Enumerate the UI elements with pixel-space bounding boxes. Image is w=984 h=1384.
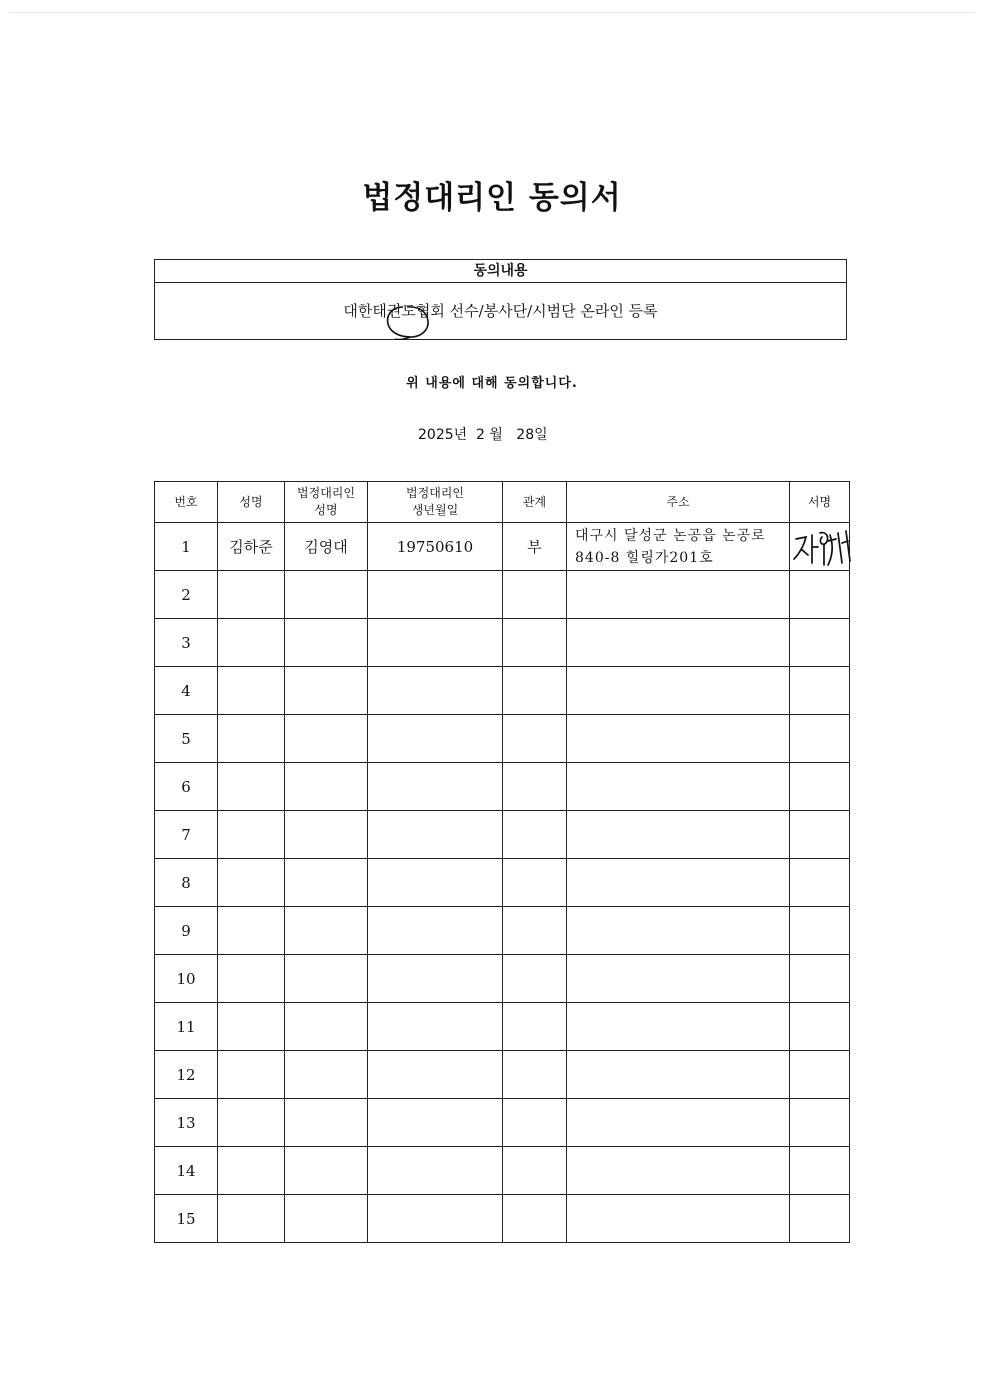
cell-relation [503, 763, 567, 811]
cell-guardian-birth [368, 1147, 503, 1195]
cell-address [567, 955, 790, 1003]
cell-guardian-birth [368, 571, 503, 619]
cell-address [567, 1003, 790, 1051]
cell-guardian-birth [368, 667, 503, 715]
cell-relation [503, 955, 567, 1003]
cell-guardian-birth [368, 1195, 503, 1243]
cell-number: 1 [155, 523, 218, 571]
cell-guardian-birth [368, 1003, 503, 1051]
cell-guardian-name [285, 1003, 368, 1051]
cell-name [218, 667, 285, 715]
cell-guardian-name [285, 1147, 368, 1195]
table-row [155, 1003, 850, 1051]
cell-signature [790, 1003, 850, 1051]
cell-guardian-name [285, 1099, 368, 1147]
cell-relation [503, 715, 567, 763]
cell-signature [790, 571, 850, 619]
cell-guardian-name [285, 571, 368, 619]
consent-text: 대한태권도협회 선수/봉사단/시범단 온라인 등록 [343, 302, 658, 320]
cell-signature [790, 859, 850, 907]
cell-guardian-name [285, 667, 368, 715]
cell-signature [790, 1099, 850, 1147]
cell-number: 8 [155, 859, 218, 907]
cell-address [567, 1099, 790, 1147]
cell-guardian-name [285, 859, 368, 907]
cell-number: 9 [155, 907, 218, 955]
cell-address [567, 811, 790, 859]
cell-number: 10 [155, 955, 218, 1003]
cell-signature [790, 523, 850, 571]
cell-guardian-birth [368, 859, 503, 907]
header-guardian-name: 법정대리인 성명 [285, 482, 368, 523]
cell-relation [503, 1195, 567, 1243]
cell-name [218, 715, 285, 763]
cell-guardian-name [285, 1195, 368, 1243]
cell-name [218, 619, 285, 667]
cell-number: 4 [155, 667, 218, 715]
cell-address [567, 763, 790, 811]
table-row [155, 1099, 850, 1147]
cell-guardian-name [285, 715, 368, 763]
cell-signature [790, 667, 850, 715]
cell-signature [790, 1195, 850, 1243]
cell-relation: 부 [503, 523, 567, 571]
cell-number: 15 [155, 1195, 218, 1243]
cell-address [567, 619, 790, 667]
cell-signature [790, 955, 850, 1003]
table-row [155, 1147, 850, 1195]
cell-signature [790, 811, 850, 859]
table-row [155, 763, 850, 811]
table-row [155, 523, 850, 571]
cell-number: 3 [155, 619, 218, 667]
cell-address [567, 1147, 790, 1195]
header-relation: 관계 [503, 482, 567, 523]
cell-guardian-birth [368, 811, 503, 859]
cell-name [218, 1195, 285, 1243]
cell-number: 14 [155, 1147, 218, 1195]
cell-guardian-name [285, 619, 368, 667]
cell-relation [503, 667, 567, 715]
cell-address: 대구시 달성군 논공읍 논공로 840-8 힐링가201호 [567, 523, 790, 571]
table-row [155, 1051, 850, 1099]
table-row [155, 1195, 850, 1243]
handwritten-signature [790, 525, 852, 569]
cell-relation [503, 1051, 567, 1099]
cell-relation [503, 811, 567, 859]
cell-relation [503, 571, 567, 619]
cell-address [567, 907, 790, 955]
cell-number: 7 [155, 811, 218, 859]
cell-address [567, 1051, 790, 1099]
cell-address [567, 667, 790, 715]
cell-number: 5 [155, 715, 218, 763]
header-number: 번호 [155, 482, 218, 523]
cell-guardian-name: 김영대 [285, 523, 368, 571]
cell-relation [503, 1099, 567, 1147]
cell-relation [503, 859, 567, 907]
table-row [155, 859, 850, 907]
cell-name [218, 1003, 285, 1051]
cell-relation [503, 1003, 567, 1051]
header-guardian-birth: 법정대리인 생년월일 [368, 482, 503, 523]
cell-signature [790, 1051, 850, 1099]
cell-number: 12 [155, 1051, 218, 1099]
cell-address [567, 859, 790, 907]
table-row [155, 715, 850, 763]
table-row [155, 811, 850, 859]
cell-number: 13 [155, 1099, 218, 1147]
cell-name [218, 955, 285, 1003]
cell-guardian-birth: 19750610 [368, 523, 503, 571]
cell-number: 11 [155, 1003, 218, 1051]
cell-guardian-name [285, 907, 368, 955]
header-name: 성명 [218, 482, 285, 523]
cell-number: 6 [155, 763, 218, 811]
cell-name [218, 907, 285, 955]
scan-edge-line [10, 12, 974, 13]
cell-guardian-birth [368, 619, 503, 667]
cell-address [567, 1195, 790, 1243]
cell-name [218, 1099, 285, 1147]
cell-guardian-birth [368, 955, 503, 1003]
cell-name [218, 571, 285, 619]
document-date: 2025년 2 월 28일 [418, 427, 548, 443]
cell-signature [790, 763, 850, 811]
table-header-row [155, 482, 850, 523]
cell-guardian-name [285, 955, 368, 1003]
cell-relation [503, 619, 567, 667]
cell-address [567, 715, 790, 763]
guardian-table [154, 481, 850, 1243]
cell-number: 2 [155, 571, 218, 619]
table-row [155, 619, 850, 667]
cell-signature [790, 619, 850, 667]
table-row [155, 955, 850, 1003]
cell-guardian-birth [368, 907, 503, 955]
cell-name [218, 811, 285, 859]
agreement-statement: 위 내용에 대해 동의합니다. [406, 376, 578, 391]
consent-box [154, 259, 847, 340]
cell-guardian-name [285, 1051, 368, 1099]
table-row [155, 907, 850, 955]
cell-signature [790, 1147, 850, 1195]
cell-name [218, 1051, 285, 1099]
table-row [155, 571, 850, 619]
cell-signature [790, 715, 850, 763]
cell-signature [790, 907, 850, 955]
consent-header: 동의내용 [155, 260, 846, 283]
cell-guardian-birth [368, 763, 503, 811]
table-row [155, 667, 850, 715]
cell-guardian-birth [368, 1099, 503, 1147]
document-title: 법정대리인 동의서 [362, 180, 622, 216]
cell-name [218, 763, 285, 811]
header-signature: 서명 [790, 482, 850, 523]
cell-name [218, 1147, 285, 1195]
cell-name: 김하준 [218, 523, 285, 571]
cell-relation [503, 1147, 567, 1195]
cell-guardian-birth [368, 1051, 503, 1099]
cell-name [218, 859, 285, 907]
cell-guardian-name [285, 811, 368, 859]
header-address: 주소 [567, 482, 790, 523]
cell-guardian-birth [368, 715, 503, 763]
cell-guardian-name [285, 763, 368, 811]
cell-relation [503, 907, 567, 955]
cell-address [567, 571, 790, 619]
